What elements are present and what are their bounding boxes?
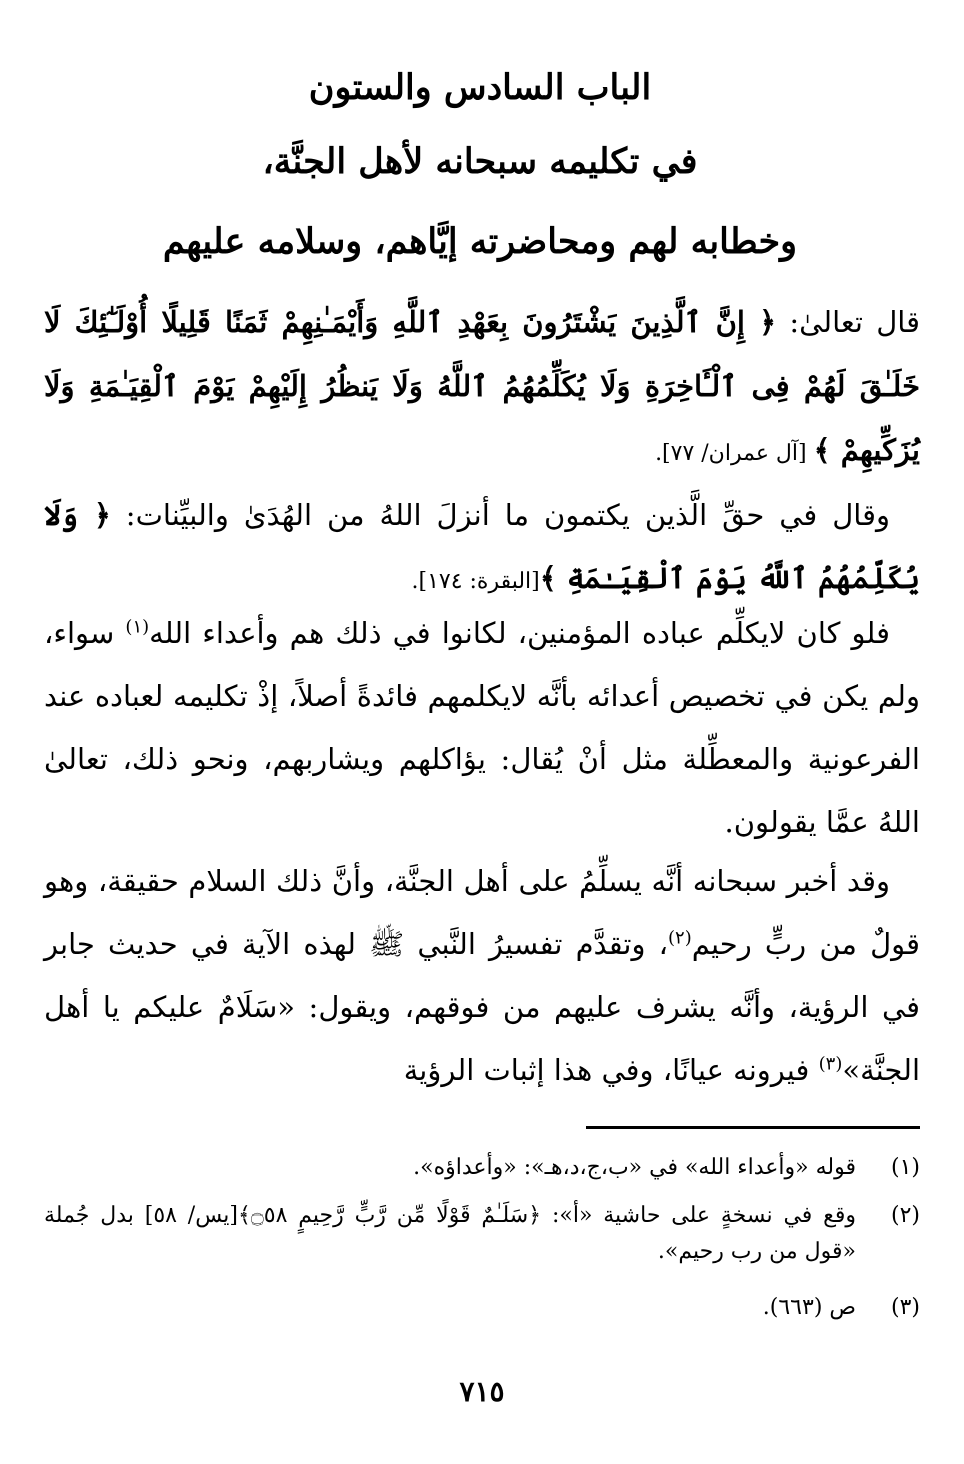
paragraph-2 [44,484,920,613]
paragraph-3 [44,602,920,854]
paragraph-1 [44,290,920,486]
chapter-subtitle-1: في تكليمه سبحانه لأهل الجنَّة، [262,141,698,182]
footnote-divider [586,1126,920,1129]
footnote-marker-3[interactable]: (٣) [818,1053,843,1075]
paragraph-4 [44,850,920,1102]
footnote-3 [44,1290,920,1326]
footnote-number: (٣) [890,1295,920,1320]
footnote-marker-1[interactable]: (١) [125,616,150,638]
verse-reference: [آل عمران/ ٧٧]. [655,441,814,466]
footnote-marker-2[interactable]: (٢) [668,927,692,949]
footnote-text: ص (٦٦٣). [762,1295,856,1320]
paragraph-text: سواء، ولم يكن في تخصيص أعدائه بأنَّه لايكلمهم فائدةً أصلاً، إذْ تكليمه لعباده عند الفرعونية والمعطِّلة مثل أنْ يُقال: يؤاكلهم ويشاربهم، ونحو ذلك، تعالىٰ اللهُ عمَّا يقولون. [44,616,920,839]
footnote-text: قوله «وأعداء الله» في «ب،ج،د،هـ»: «وأعداؤه». [413,1155,856,1180]
chapter-subtitle-2: وخطابه لهم ومحاضرته إيَّاهم، وسلامه عليهم [162,221,798,262]
footnote-2 [44,1198,920,1270]
footnote-number: (٢) [890,1203,920,1228]
quran-verse: ﴿ وَلَا يُكَلِّمُهُمُ ٱللَّهُ يَوْمَ ٱلْقِيَـٰمَةِ ﴾ [44,498,920,595]
paragraph-text: وقد أخبر سبحانه أنَّه يسلِّمُ على أهل الجنَّة، وأنَّ ذلك السلام حقيقة، وهو قولٌ من ربٍّ رحيم [44,864,920,961]
page-number: ٧١٥ [459,1375,505,1408]
paragraph-text: ، وتقدَّم تفسيرُ النَّبي ﷺ لهذه الآية في حديث جابر في الرؤية، وأنَّه يشرف عليهم من فوقهم، ويقول: «سَلَامٌ عليكم يا أهل الجنَّة» [44,927,920,1087]
quran-verse: ﴿ إِنَّ ٱلَّذِينَ يَشْتَرُونَ بِعَهْدِ ٱللَّهِ وَأَيْمَـٰنِهِمْ ثَمَنًا قَلِيلًا أُوْلَـٰٓئِكَ لَا خَلَـٰقَ لَهُمْ فِى ٱلْـَٔاخِرَةِ وَلَا يُكَلِّمُهُمُ ٱللَّهُ وَلَا يَنظُرُ إِلَيْهِمْ يَوْمَ ٱلْقِيَـٰمَةِ وَلَا يُزَكِّيهِمْ ﴾ [44,305,920,467]
paragraph-intro: وقال في حقِّ الَّذين يكتمون ما أنزلَ اللهُ من الهُدَىٰ والبيِّنات: [110,498,890,532]
paragraph-text: فلو كان لايكلِّم عباده المؤمنين، لكانوا في ذلك هم وأعداء الله [149,616,890,650]
chapter-title: الباب السادس والستون [308,67,652,108]
footnote-number: (١) [890,1155,920,1180]
paragraph-text: فيرونه عيانًا، وفي هذا إثبات الرؤية [403,1053,819,1087]
paragraph-intro: قال تعالىٰ: [776,305,920,339]
verse-reference: [البقرة: ١٧٤]. [411,569,540,594]
footnote-text: وقع في نسخةٍ على حاشية «أ»: ﴿سَلَـٰمٌ قَوْلًا مِّن رَّبٍّ رَّحِيمٍ ۝٥٨﴾[يس/ ٥٨] بدل جُملة «قول من رب رحيم». [44,1203,856,1264]
footnote-1 [44,1150,920,1186]
